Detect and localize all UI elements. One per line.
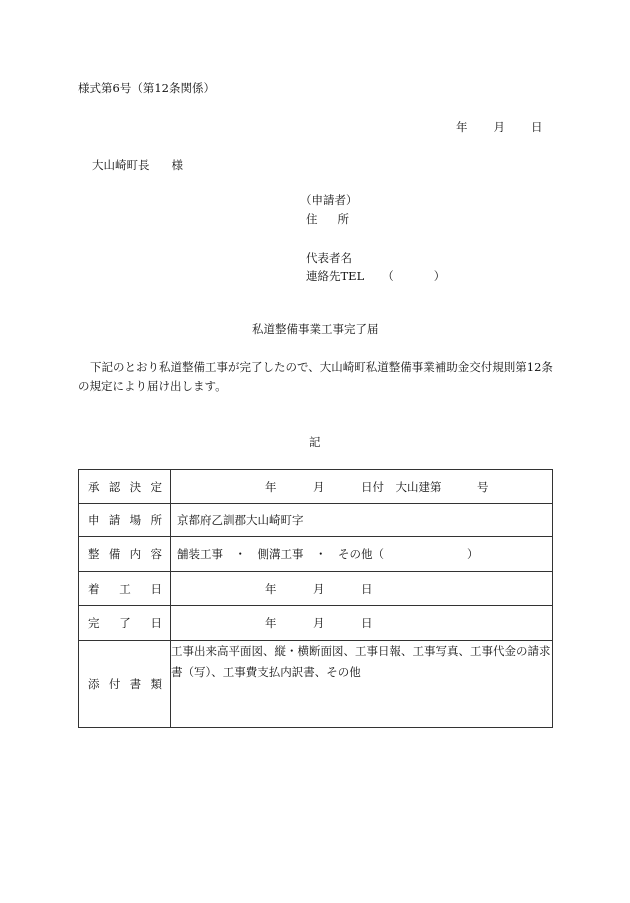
tel-paren-close: ） [433, 269, 446, 283]
approval-month: 月 [313, 479, 325, 494]
applicant-label: （申請者） [300, 193, 358, 207]
ki-heading: 記 [309, 435, 321, 449]
table-row-content [79, 537, 553, 572]
table-row-approval [79, 470, 553, 504]
completion-table [78, 469, 553, 728]
date-month: 月 [493, 120, 505, 134]
content-options: 舗装工事 ・ 側溝工事 ・ その他（ [177, 547, 384, 561]
contact-label: 連絡先TEL [306, 269, 365, 283]
table-row-location [79, 504, 553, 537]
form-number: 様式第6号（第12条関係） [78, 81, 215, 95]
start-label: 着 工 日 [79, 572, 171, 606]
date-year: 年 [456, 120, 468, 134]
complete-value [171, 606, 553, 641]
start-month: 月 [313, 581, 325, 596]
approval-value [171, 470, 553, 504]
content-close-paren: ） [467, 547, 479, 561]
table-row-attachments [79, 641, 553, 728]
location-value: 京都府乙訓郡大山崎町字 [171, 504, 553, 537]
table-row-start [79, 572, 553, 606]
approval-label: 承 認 決 定 [79, 470, 171, 504]
representative-label: 代表者名 [306, 251, 352, 265]
addressee-honorific: 様 [171, 158, 183, 172]
start-day: 日 [361, 581, 373, 596]
complete-month: 月 [313, 616, 325, 630]
document-title: 私道整備事業工事完了届 [252, 322, 379, 336]
complete-label: 完 了 日 [79, 606, 171, 641]
approval-number: 号 [477, 479, 489, 494]
contact-tel-label [306, 268, 445, 284]
attachments-value: 工事出来高平面図、縦・横断面図、工事日報、工事写真、工事代金の請求書（写）、工事費支払内訳書、その他 [171, 641, 553, 728]
complete-year: 年 [265, 616, 277, 630]
content-label: 整 備 内 容 [79, 537, 171, 572]
addressee [92, 157, 183, 173]
approval-year: 年 [265, 479, 277, 494]
tel-paren-open: （ [382, 269, 394, 283]
addressee-name: 大山崎町長 [92, 158, 150, 172]
address-char-2: 所 [337, 212, 349, 226]
start-year: 年 [265, 581, 277, 596]
complete-day: 日 [361, 616, 373, 630]
content-value [171, 537, 553, 572]
applicant-address-label [306, 211, 349, 227]
attachments-label: 添 付 書 類 [79, 641, 171, 728]
address-char-1: 住 [306, 212, 318, 226]
location-label: 申 請 場 所 [79, 504, 171, 537]
date-day: 日 [531, 120, 543, 134]
approval-day-ref: 日付 大山建第 [361, 479, 442, 494]
document-body: 下記のとおり私道整備工事が完了したので、大山崎町私道整備事業補助金交付規則第12条の規定により届け出します。 [78, 360, 553, 393]
start-value [171, 572, 553, 606]
submission-date [456, 119, 543, 135]
table-row-complete [79, 606, 553, 641]
